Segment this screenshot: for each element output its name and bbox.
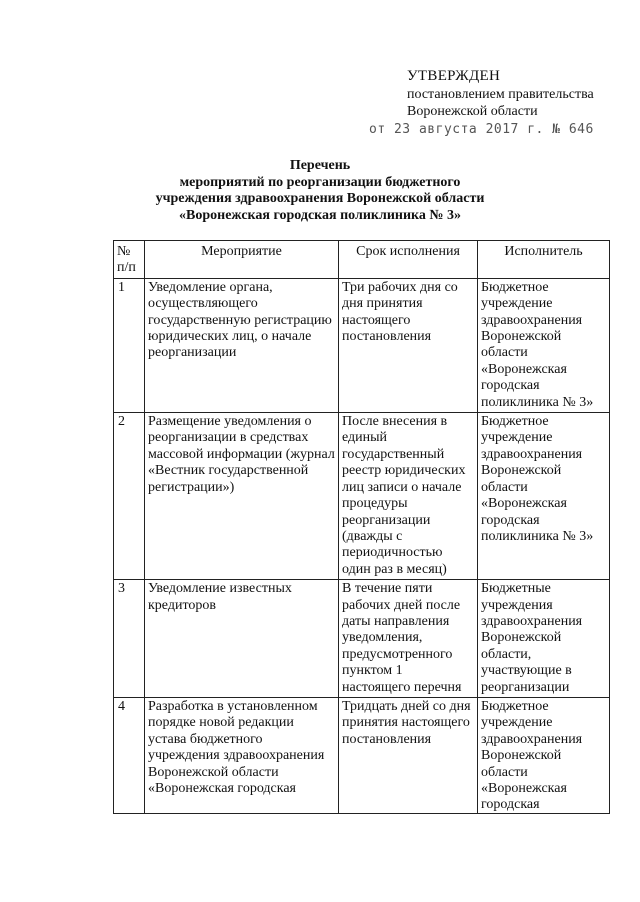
row-deadline bbox=[339, 697, 478, 813]
approval-line-1: постановлением правительства bbox=[407, 87, 594, 102]
measures-table bbox=[113, 240, 610, 814]
row-event bbox=[145, 697, 339, 813]
row-executor: Бюджетное учреждение здравоохранения Воронежской области «Воронежская городская поликлиника № 3» bbox=[478, 413, 610, 580]
row-num: 4 bbox=[114, 697, 145, 813]
row-deadline: В течение пяти рабочих дней после даты направления уведомления, предусмотренного пунктом 1 настоящего перечня bbox=[339, 580, 478, 698]
header-executor: Исполнитель bbox=[478, 241, 610, 279]
heading-line-2: мероприятий по реорганизации бюджетного bbox=[179, 174, 461, 190]
row-num: 1 bbox=[114, 278, 145, 412]
heading-line-1: Перечень bbox=[289, 158, 351, 173]
approval-block bbox=[369, 66, 632, 138]
table-header-row bbox=[114, 241, 610, 279]
row-num: 2 bbox=[114, 413, 145, 580]
header-event: Мероприятие bbox=[145, 241, 339, 279]
row-deadline-text: Тридцать дней со дня принятия настоящего постановления bbox=[342, 698, 471, 747]
row-executor: Бюджетное учреждение здравоохранения Воронежской области «Воронежская городская поликлиника № 3» bbox=[478, 278, 610, 412]
row-deadline: Три рабочих дня со дня принятия настоящего постановления bbox=[339, 278, 478, 412]
table-row bbox=[114, 413, 610, 580]
row-executor-text: Бюджетное учреждение здравоохранения Воронежской области «Воронежская городская bbox=[481, 698, 583, 812]
table-row bbox=[114, 278, 610, 412]
approval-line-2: Воронежской области bbox=[407, 104, 538, 119]
table-row bbox=[114, 697, 610, 813]
row-num: 3 bbox=[114, 580, 145, 698]
heading-line-4: «Воронежская городская поликлиника № 3» bbox=[179, 207, 461, 223]
table-row bbox=[114, 580, 610, 698]
row-deadline: После внесения в единый государственный реестр юридических лиц записи о начале процедуры реорганизации (дважды с периодичностью один раз в месяц) bbox=[339, 413, 478, 580]
heading-line-3: учреждения здравоохранения Воронежской области bbox=[155, 191, 485, 206]
document-heading bbox=[0, 158, 640, 224]
row-event-text: Разработка в установленном порядке новой редакции устава бюджетного учреждения здравоохранения Воронежской области «Воронежская городская bbox=[148, 698, 325, 796]
header-deadline: Срок исполнения bbox=[339, 241, 478, 279]
row-executor: Бюджетные учреждения здравоохранения Воронежской области, участвующие в реорганизации bbox=[478, 580, 610, 698]
row-executor bbox=[478, 697, 610, 813]
header-num: № п/п bbox=[114, 241, 145, 279]
row-event: Уведомление известных кредиторов bbox=[145, 580, 339, 698]
row-event: Уведомление органа, осуществляющего государственную регистрацию юридических лиц, о начале реорганизации bbox=[145, 278, 339, 412]
approval-title: УТВЕРЖДЕН bbox=[407, 68, 501, 84]
approval-date-stamp: от 23 августа 2017 г. № 646 bbox=[369, 122, 594, 137]
row-event: Размещение уведомления о реорганизации в средствах массовой информации (журнал «Вестник государственной регистрации») bbox=[145, 413, 339, 580]
